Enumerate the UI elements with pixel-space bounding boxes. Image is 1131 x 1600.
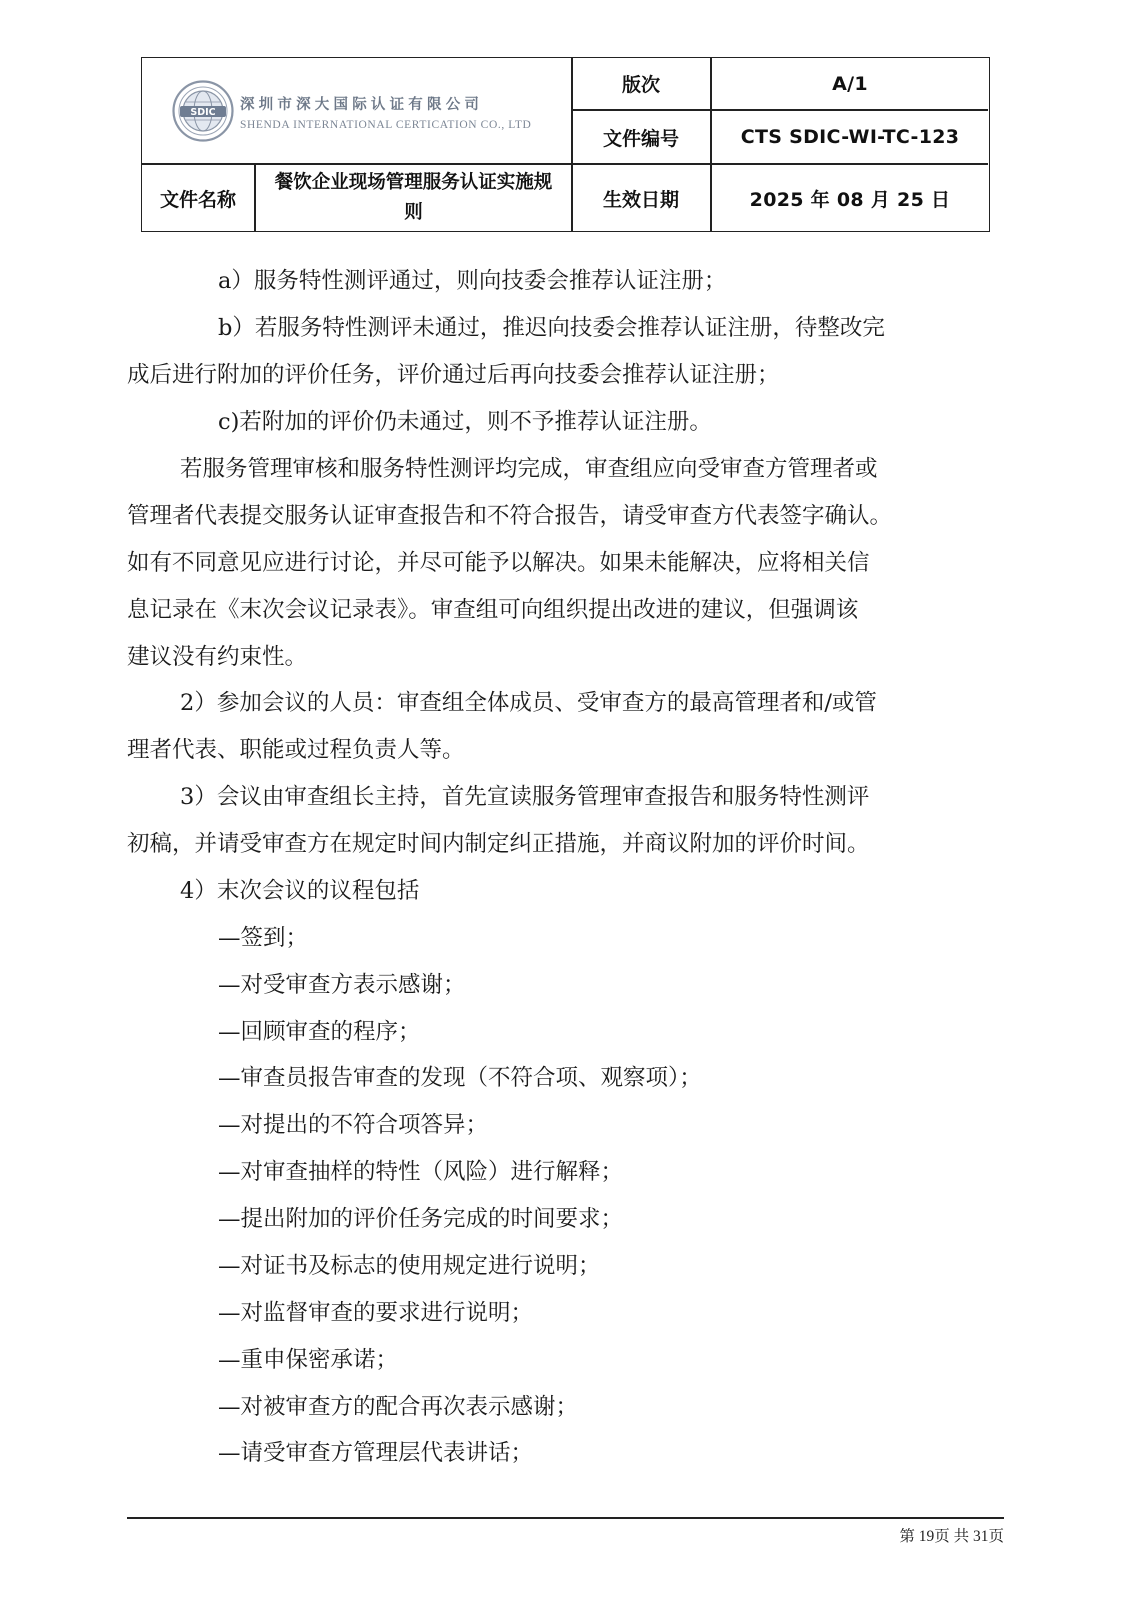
- paragraph-line: 成后进行附加的评价任务，评价通过后再向技委会推荐认证注册；: [127, 362, 780, 388]
- agenda-item: —请受审查方管理层代表讲话；: [218, 1440, 534, 1466]
- paragraph-line: 管理者代表提交服务认证审查报告和不符合报告，请受审查方代表签字确认。: [127, 503, 893, 529]
- paragraph-line: 建议没有约束性。: [127, 644, 308, 670]
- footer-rule: [127, 1517, 1004, 1519]
- company-logo: [172, 80, 234, 142]
- version-label: 版次: [621, 74, 660, 96]
- paragraph-line: 息记录在《末次会议记录表》。审查组可向组织提出改进的建议，但强调该: [127, 597, 859, 623]
- agenda-item: —对证书及标志的使用规定进行说明；: [218, 1253, 601, 1279]
- company-logo-block: [142, 58, 571, 163]
- effective-date-label: 生效日期: [602, 188, 679, 211]
- doc-number-value: CTS SDIC-WI-TC-123: [740, 126, 960, 148]
- paragraph-line: 若服务管理审核和服务特性测评均完成，审查组应向受审查方管理者或: [180, 456, 878, 482]
- agenda-item: —对提出的不符合项答异；: [218, 1112, 489, 1138]
- agenda-item: —回顾审查的程序；: [218, 1019, 421, 1045]
- paragraph-line: b）若服务特性测评未通过，推迟向技委会推荐认证注册，待整改完: [218, 315, 885, 341]
- paragraph-line: a）服务特性测评通过，则向技委会推荐认证注册；: [218, 268, 727, 294]
- doc-name-value: 餐饮企业现场管理服务认证实施规则: [274, 172, 553, 223]
- paragraph-line: 4）末次会议的议程包括: [180, 878, 420, 904]
- paragraph-line: 初稿，并请受审查方在规定时间内制定纠正措施，并商议附加的评价时间。: [127, 831, 870, 857]
- agenda-item: —重申保密承诺；: [218, 1347, 399, 1373]
- svg-text:SDIC: SDIC: [190, 106, 216, 118]
- page-number: 第 19页 共 31页: [899, 1528, 1004, 1545]
- paragraph-line: 2）参加会议的人员：审查组全体成员、受审查方的最高管理者和/或管: [180, 690, 877, 716]
- agenda-item: —对审查抽样的特性（风险）进行解释；: [218, 1159, 624, 1185]
- company-name-cn: 深圳市深大国际认证有限公司: [240, 95, 484, 113]
- agenda-item: —签到；: [218, 925, 309, 951]
- paragraph-line: 如有不同意见应进行讨论，并尽可能予以解决。如果未能解决，应将相关信: [127, 550, 870, 576]
- paragraph-line: 3）会议由审查组长主持，首先宣读服务管理审查报告和服务特性测评: [180, 784, 870, 810]
- agenda-item: —对受审查方表示感谢；: [218, 972, 466, 998]
- company-name-en: SHENDA INTERNATIONAL CERTICATION CO., LTD: [240, 118, 532, 131]
- paragraph-line: 理者代表、职能或过程负责人等。: [127, 737, 465, 763]
- document-header-table: [141, 57, 990, 232]
- paragraph-line: c)若附加的评价仍未通过，则不予推荐认证注册。: [218, 409, 712, 435]
- agenda-item: —提出附加的评价任务完成的时间要求；: [218, 1206, 624, 1232]
- agenda-item: —对被审查方的配合再次表示感谢；: [218, 1394, 579, 1420]
- version-value: A/1: [832, 72, 868, 95]
- doc-name-label: 文件名称: [159, 188, 236, 211]
- agenda-item: —审查员报告审查的发现（不符合项、观察项）；: [218, 1065, 702, 1091]
- doc-number-label: 文件编号: [602, 127, 679, 150]
- globe-seal-icon: [172, 80, 234, 142]
- effective-date-value: 2025 年 08 月 25 日: [749, 188, 951, 211]
- agenda-item: —对监督审查的要求进行说明；: [218, 1300, 534, 1326]
